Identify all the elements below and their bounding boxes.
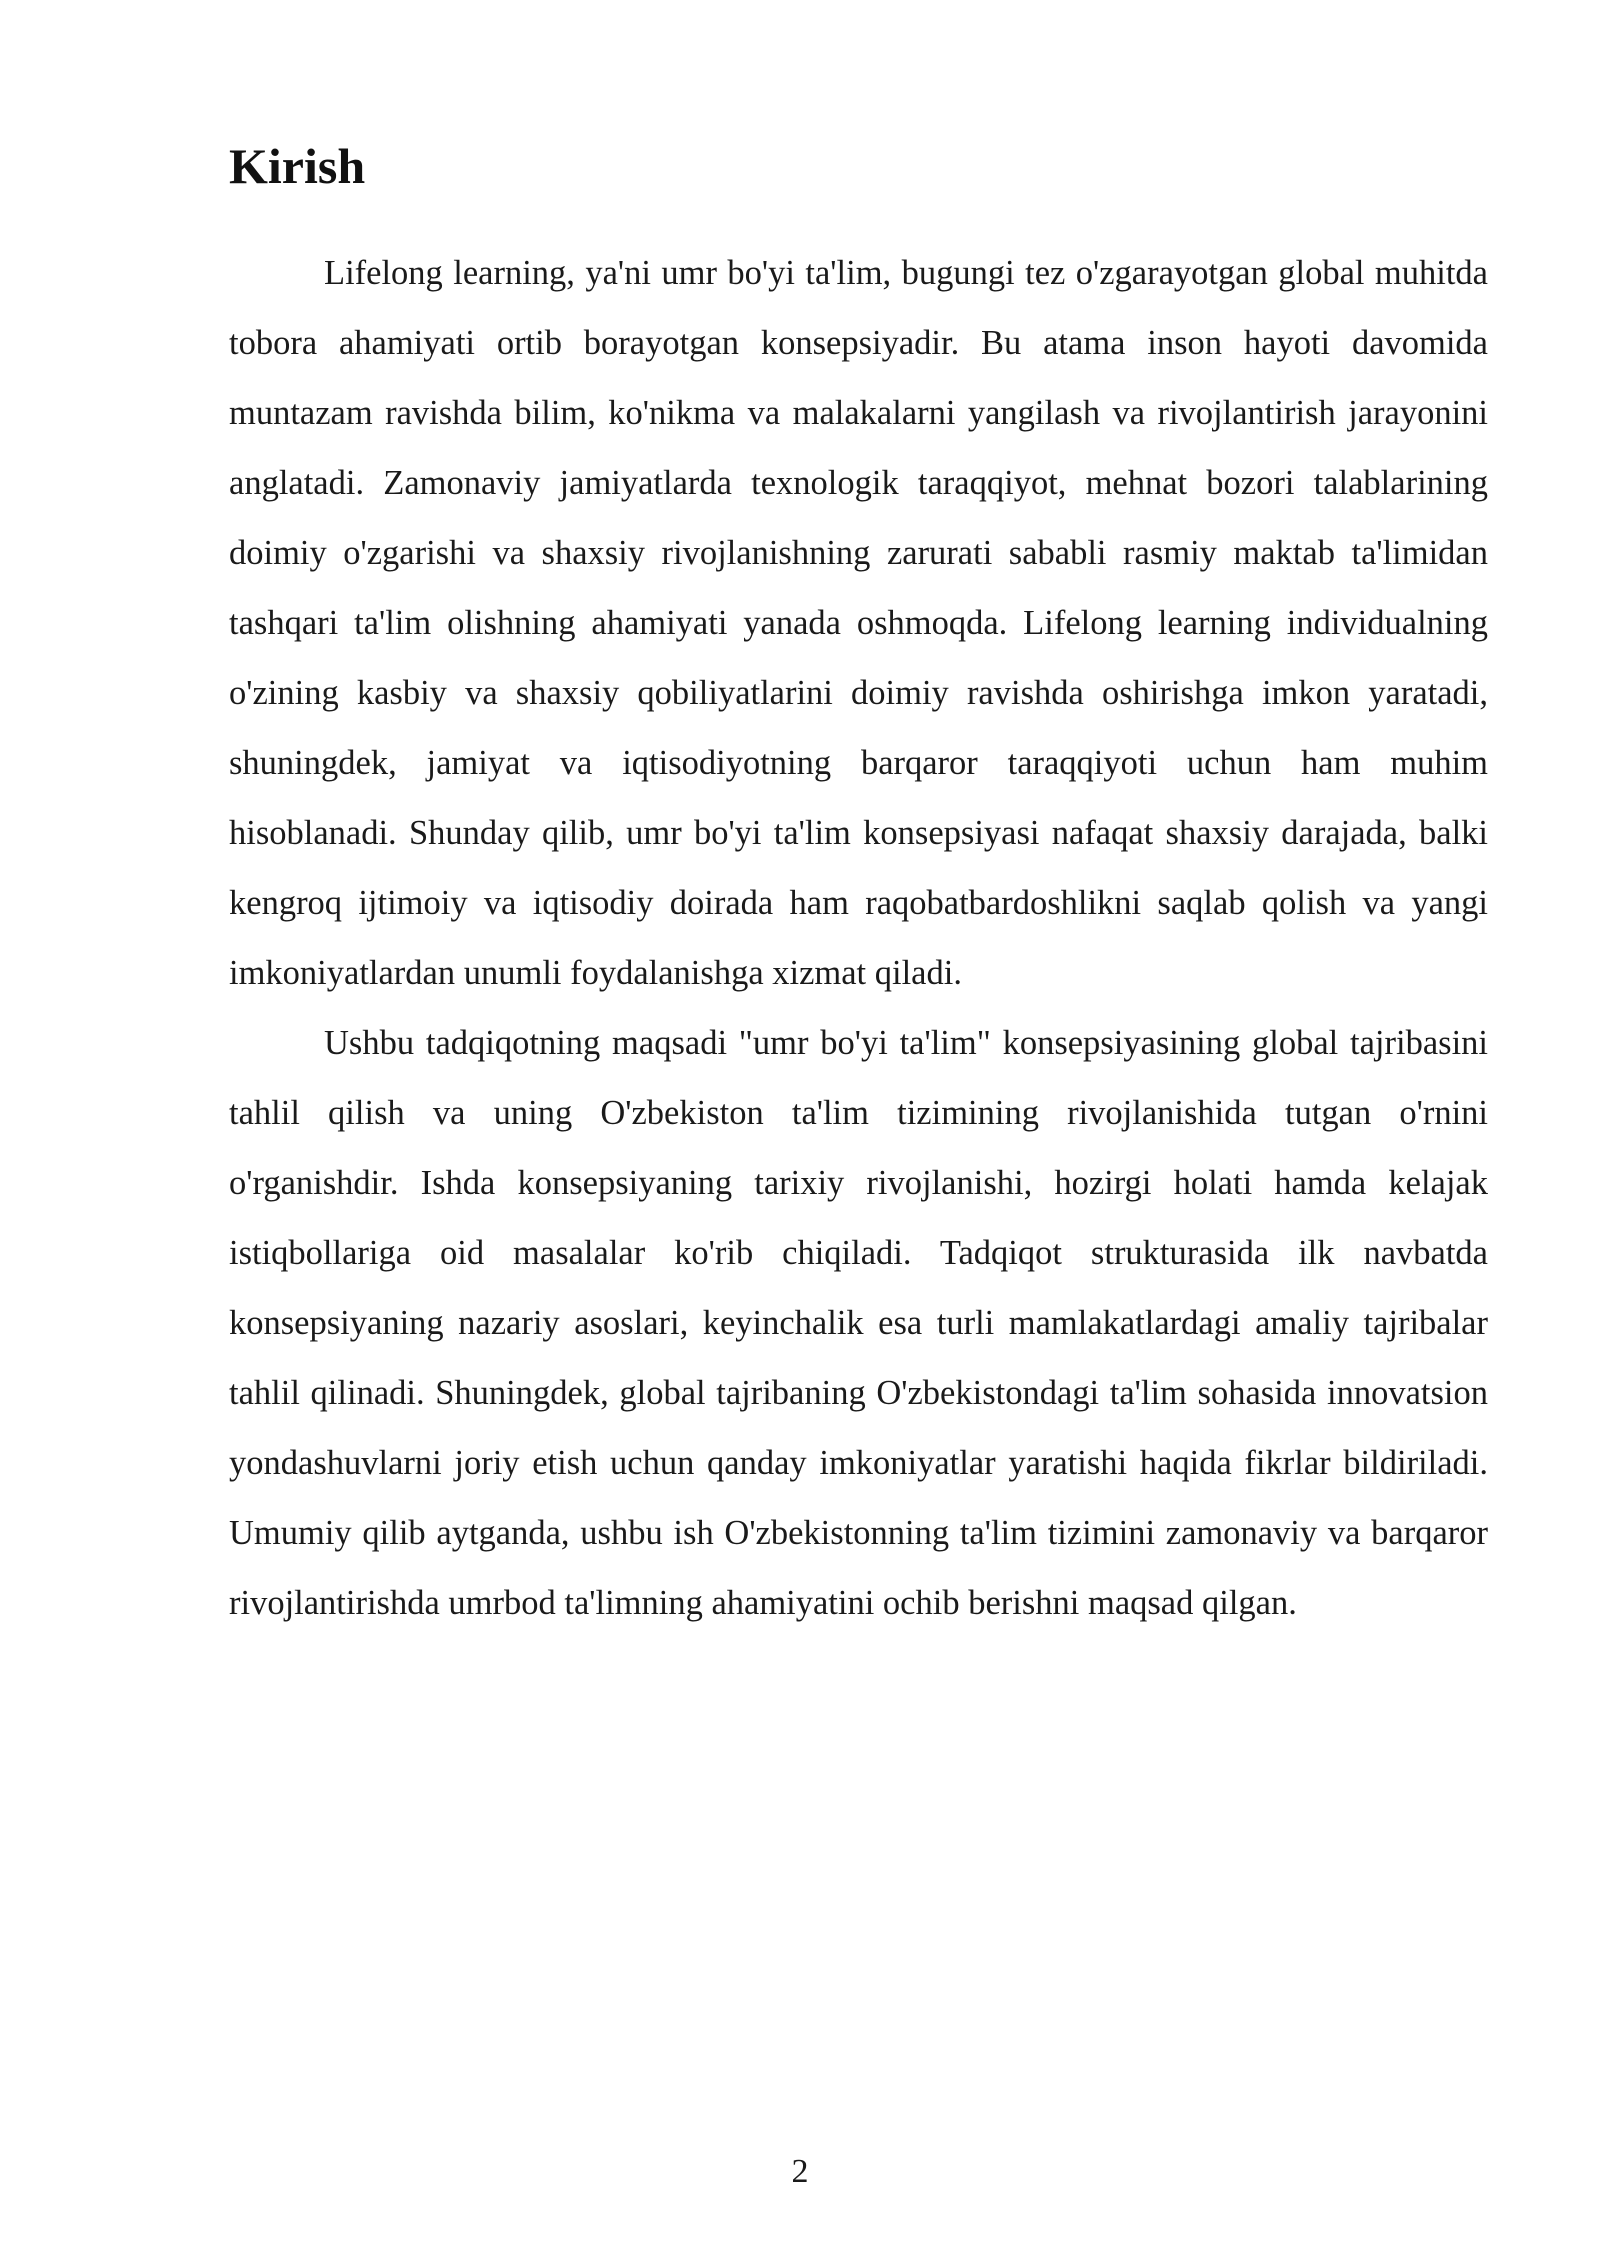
body-text <box>229 238 1488 1638</box>
page-number: 2 <box>791 2153 809 2190</box>
paragraph-intro: Lifelong learning, ya'ni umr bo'yi ta'lim, bugungi tez o'zgarayotgan global muhitda tobora ahamiyati ortib borayotgan konsepsiyadir. Bu atama inson hayoti davomida muntazam ravishda bilim, ko'nikma va malakalarni yangilash va rivojlantirish jarayonini anglatadi. Zamonaviy jamiyatlarda texnologik taraqqiyot, mehnat bozori talablarining doimiy o'zgarishi va shaxsiy rivojlanishning zarurati sababli rasmiy maktab ta'limidan tashqari ta'lim olishning ahamiyati yanada oshmoqda. Lifelong learning individualning o'zining kasbiy va shaxsiy qobiliyatlarini doimiy ravishda oshirishga imkon yaratadi, shuningdek, jamiyat va iqtisodiyotning barqaror taraqqiyoti uchun ham muhim hisoblanadi. Shunday qilib, umr bo'yi ta'lim konsepsiyasi nafaqat shaxsiy darajada, balki kengroq ijtimoiy va iqtisodiy doirada ham raqobatbardoshlikni saqlab qolish va yangi imkoniyatlardan unumli foydalanishga xizmat qiladi. <box>229 254 1488 992</box>
section-heading: Kirish <box>229 138 366 194</box>
paragraph-purpose: Ushbu tadqiqotning maqsadi "umr bo'yi ta'lim" konsepsiyasining global tajribasini tahlil qilish va uning O'zbekiston ta'lim tizimining rivojlanishida tutgan o'rnini o'rganishdir. Ishda konsepsiyaning tarixiy rivojlanishi, hozirgi holati hamda kelajak istiqbollariga oid masalalar ko'rib chiqiladi. Tadqiqot strukturasida ilk navbatda konsepsiyaning nazariy asoslari, keyinchalik esa turli mamlakatlardagi amaliy tajribalar tahlil qilinadi. Shuningdek, global tajribaning O'zbekistondagi ta'lim sohasida innovatsion yondashuvlarni joriy etish uchun qanday imkoniyatlar yaratishi haqida fikrlar bildiriladi. Umumiy qilib aytganda, ushbu ish O'zbekistonning ta'lim tizimini zamonaviy va barqaror rivojlantirishda umrbod ta'limning ahamiyatini ochib berishni maqsad qilgan. <box>229 1024 1488 1622</box>
